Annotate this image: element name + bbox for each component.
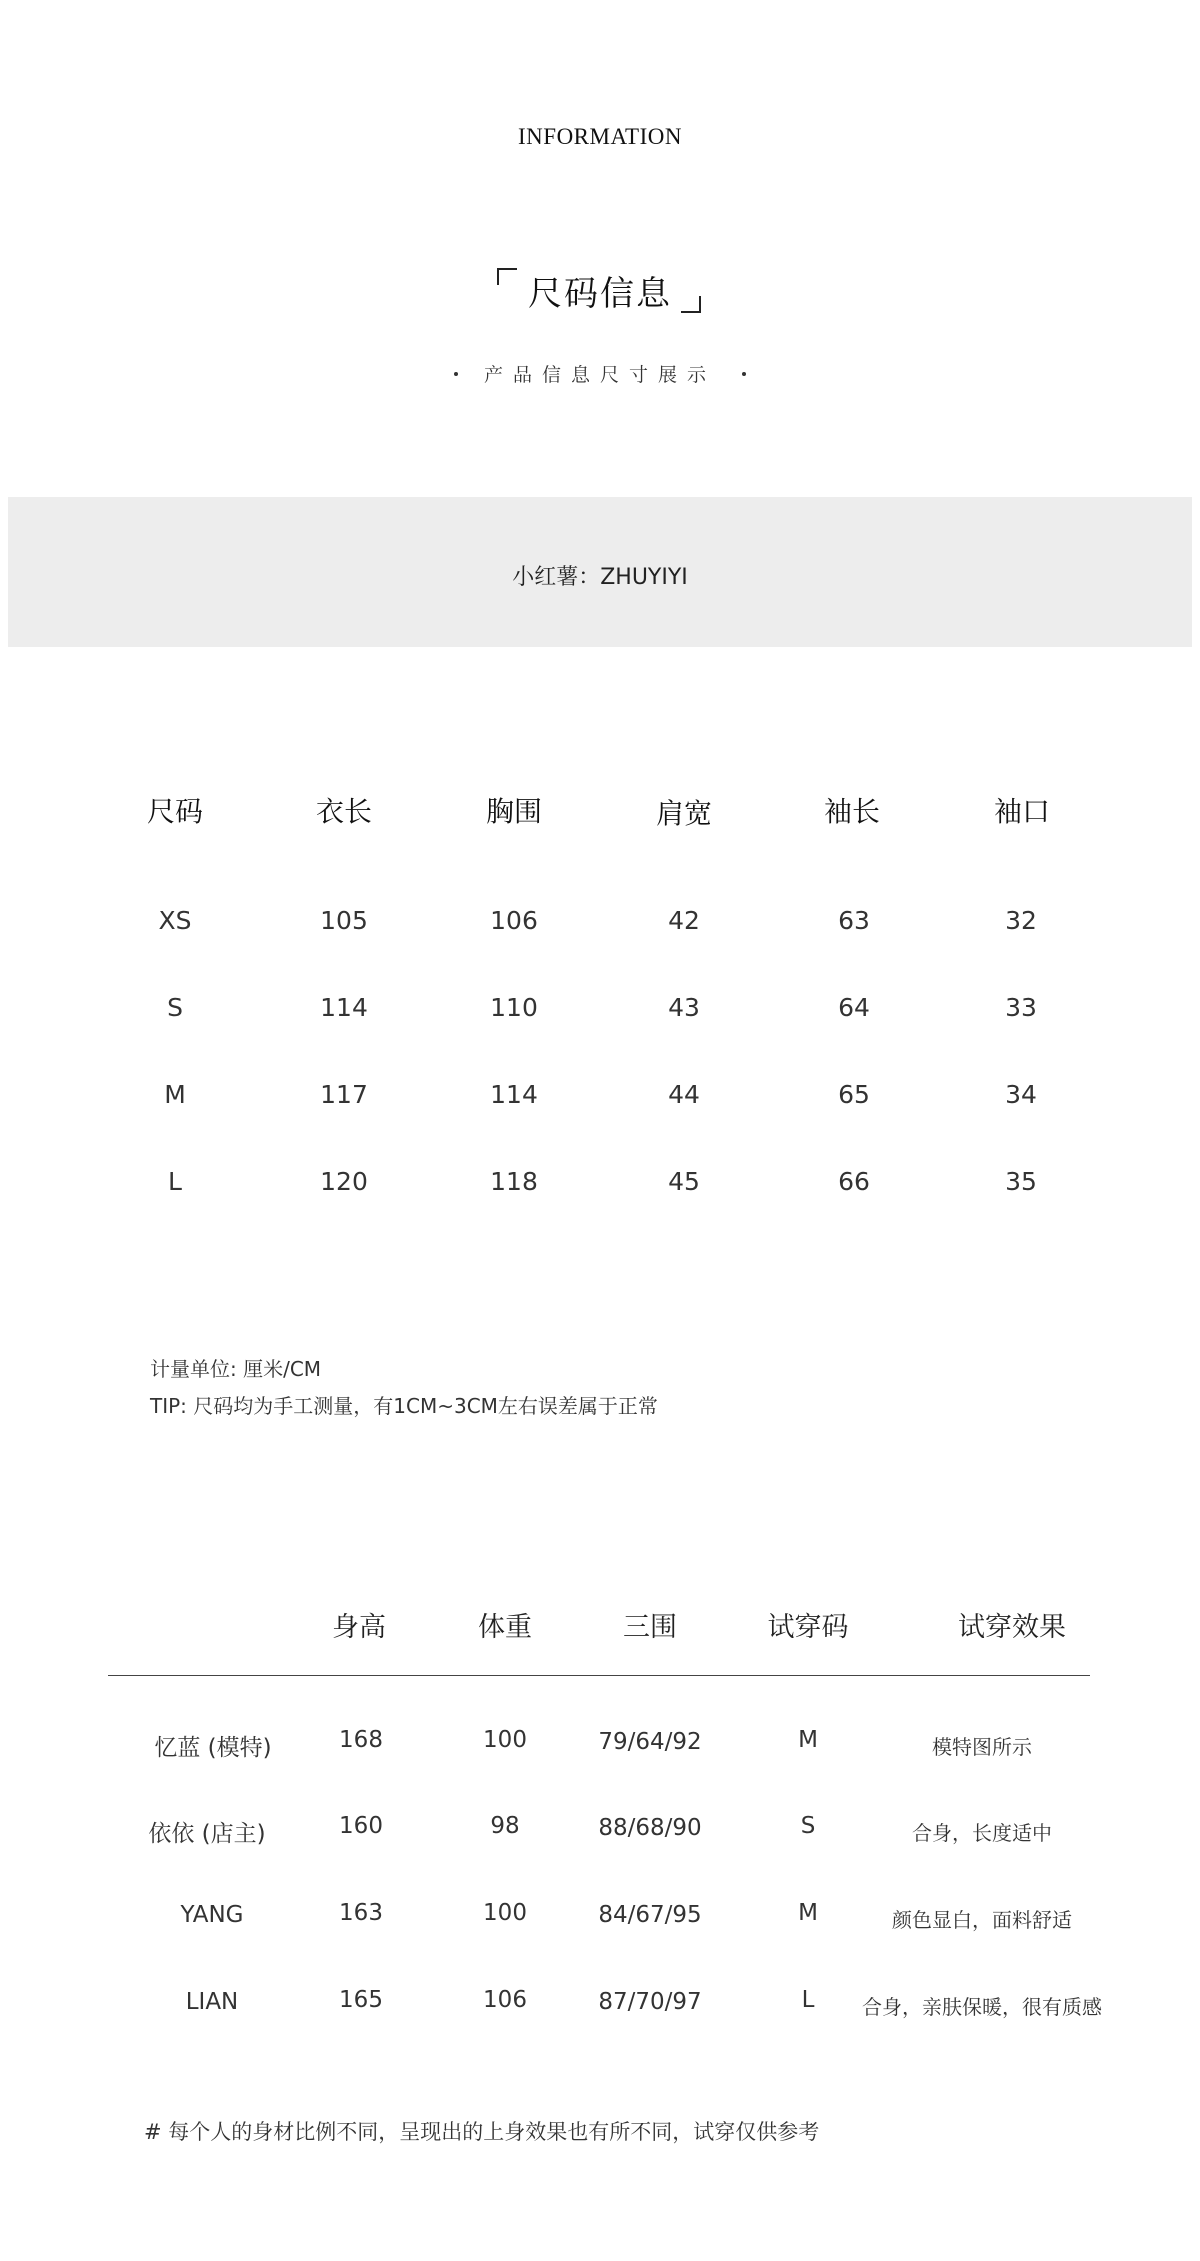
trial-cell: 100 [483,1900,527,1926]
trial-header-height: 身高 [332,1612,386,1643]
size-cell: 120 [320,1167,368,1196]
tip-note: TIP: 尺码均为手工测量，有1CM~3CM左右误差属于正常 [150,1394,658,1418]
size-cell: 114 [490,1080,538,1109]
trial-cell: 79/64/92 [598,1729,702,1755]
trial-header-effect: 试穿效果 [958,1612,1066,1643]
size-cell: 114 [320,993,368,1022]
section-subtitle: 产品信息尺寸展示 [483,364,716,386]
trial-cell: 100 [483,1727,527,1753]
trial-cell: L [801,1987,815,2013]
trial-header-measurements: 三围 [623,1612,677,1643]
footer-note: # 每个人的身材比例不同，呈现出的上身效果也有所不同，试穿仅供参考 [144,2120,820,2144]
size-header-size: 尺码 [146,795,203,828]
size-cell: 42 [668,906,700,935]
trial-cell: 160 [339,1813,383,1839]
size-header-chest: 胸围 [485,795,542,828]
size-cell: M [164,1080,186,1109]
size-cell: S [167,993,183,1022]
size-cell: L [168,1167,182,1196]
size-cell: 45 [668,1167,700,1196]
trial-cell: 98 [490,1813,520,1839]
size-cell: XS [158,906,192,935]
section-title: 尺码信息 [528,274,672,314]
size-cell: 63 [838,906,870,935]
size-cell: 66 [838,1167,870,1196]
size-cell: 105 [320,906,368,935]
trial-cell: 165 [339,1987,383,2013]
size-cell: 43 [668,993,700,1022]
size-header-length: 衣长 [315,795,372,828]
trial-cell: 88/68/90 [598,1815,702,1841]
size-cell: 32 [1005,906,1037,935]
trial-person: YANG [180,1902,244,1928]
trial-cell: 168 [339,1727,383,1753]
trial-effect: 模特图所示 [932,1735,1032,1759]
trial-cell: 163 [339,1900,383,1926]
dot-right-decoration [742,372,746,376]
size-cell: 34 [1005,1080,1037,1109]
trial-cell: M [798,1727,818,1753]
size-header-shoulder: 肩宽 [655,797,712,830]
trial-header-size: 试穿码 [767,1612,849,1643]
size-cell: 44 [668,1080,700,1109]
trial-effect: 颜色显白，面料舒适 [892,1908,1072,1932]
trial-person: LIAN [185,1989,239,2015]
trial-cell: S [800,1813,816,1839]
trial-effect: 合身，亲肤保暖，很有质感 [862,1995,1102,2019]
size-cell: 64 [838,993,870,1022]
size-cell: 106 [490,906,538,935]
info-heading: INFORMATION [518,124,682,149]
bracket-right-decoration [681,296,701,313]
trial-cell: 106 [483,1987,527,2013]
size-cell: 65 [838,1080,870,1109]
size-header-cuff: 袖口 [993,795,1050,828]
trial-person: 依依 (店主) [148,1821,266,1847]
trial-person: 忆蓝 (模特) [154,1735,272,1761]
trial-effect: 合身，长度适中 [912,1821,1052,1845]
size-cell: 118 [490,1167,538,1196]
size-cell: 117 [320,1080,368,1109]
table-divider [108,1675,1090,1676]
trial-cell: 87/70/97 [598,1989,702,2015]
trial-cell: M [798,1900,818,1926]
size-cell: 35 [1005,1167,1037,1196]
size-header-sleeve: 袖长 [823,795,880,828]
size-cell: 110 [490,993,538,1022]
banner-text: 小红薯：ZHUYIYI [512,565,688,590]
unit-note: 计量单位: 厘米/CM [150,1357,322,1381]
trial-header-weight: 体重 [478,1612,532,1643]
size-cell: 33 [1005,993,1037,1022]
trial-cell: 84/67/95 [598,1902,702,1928]
